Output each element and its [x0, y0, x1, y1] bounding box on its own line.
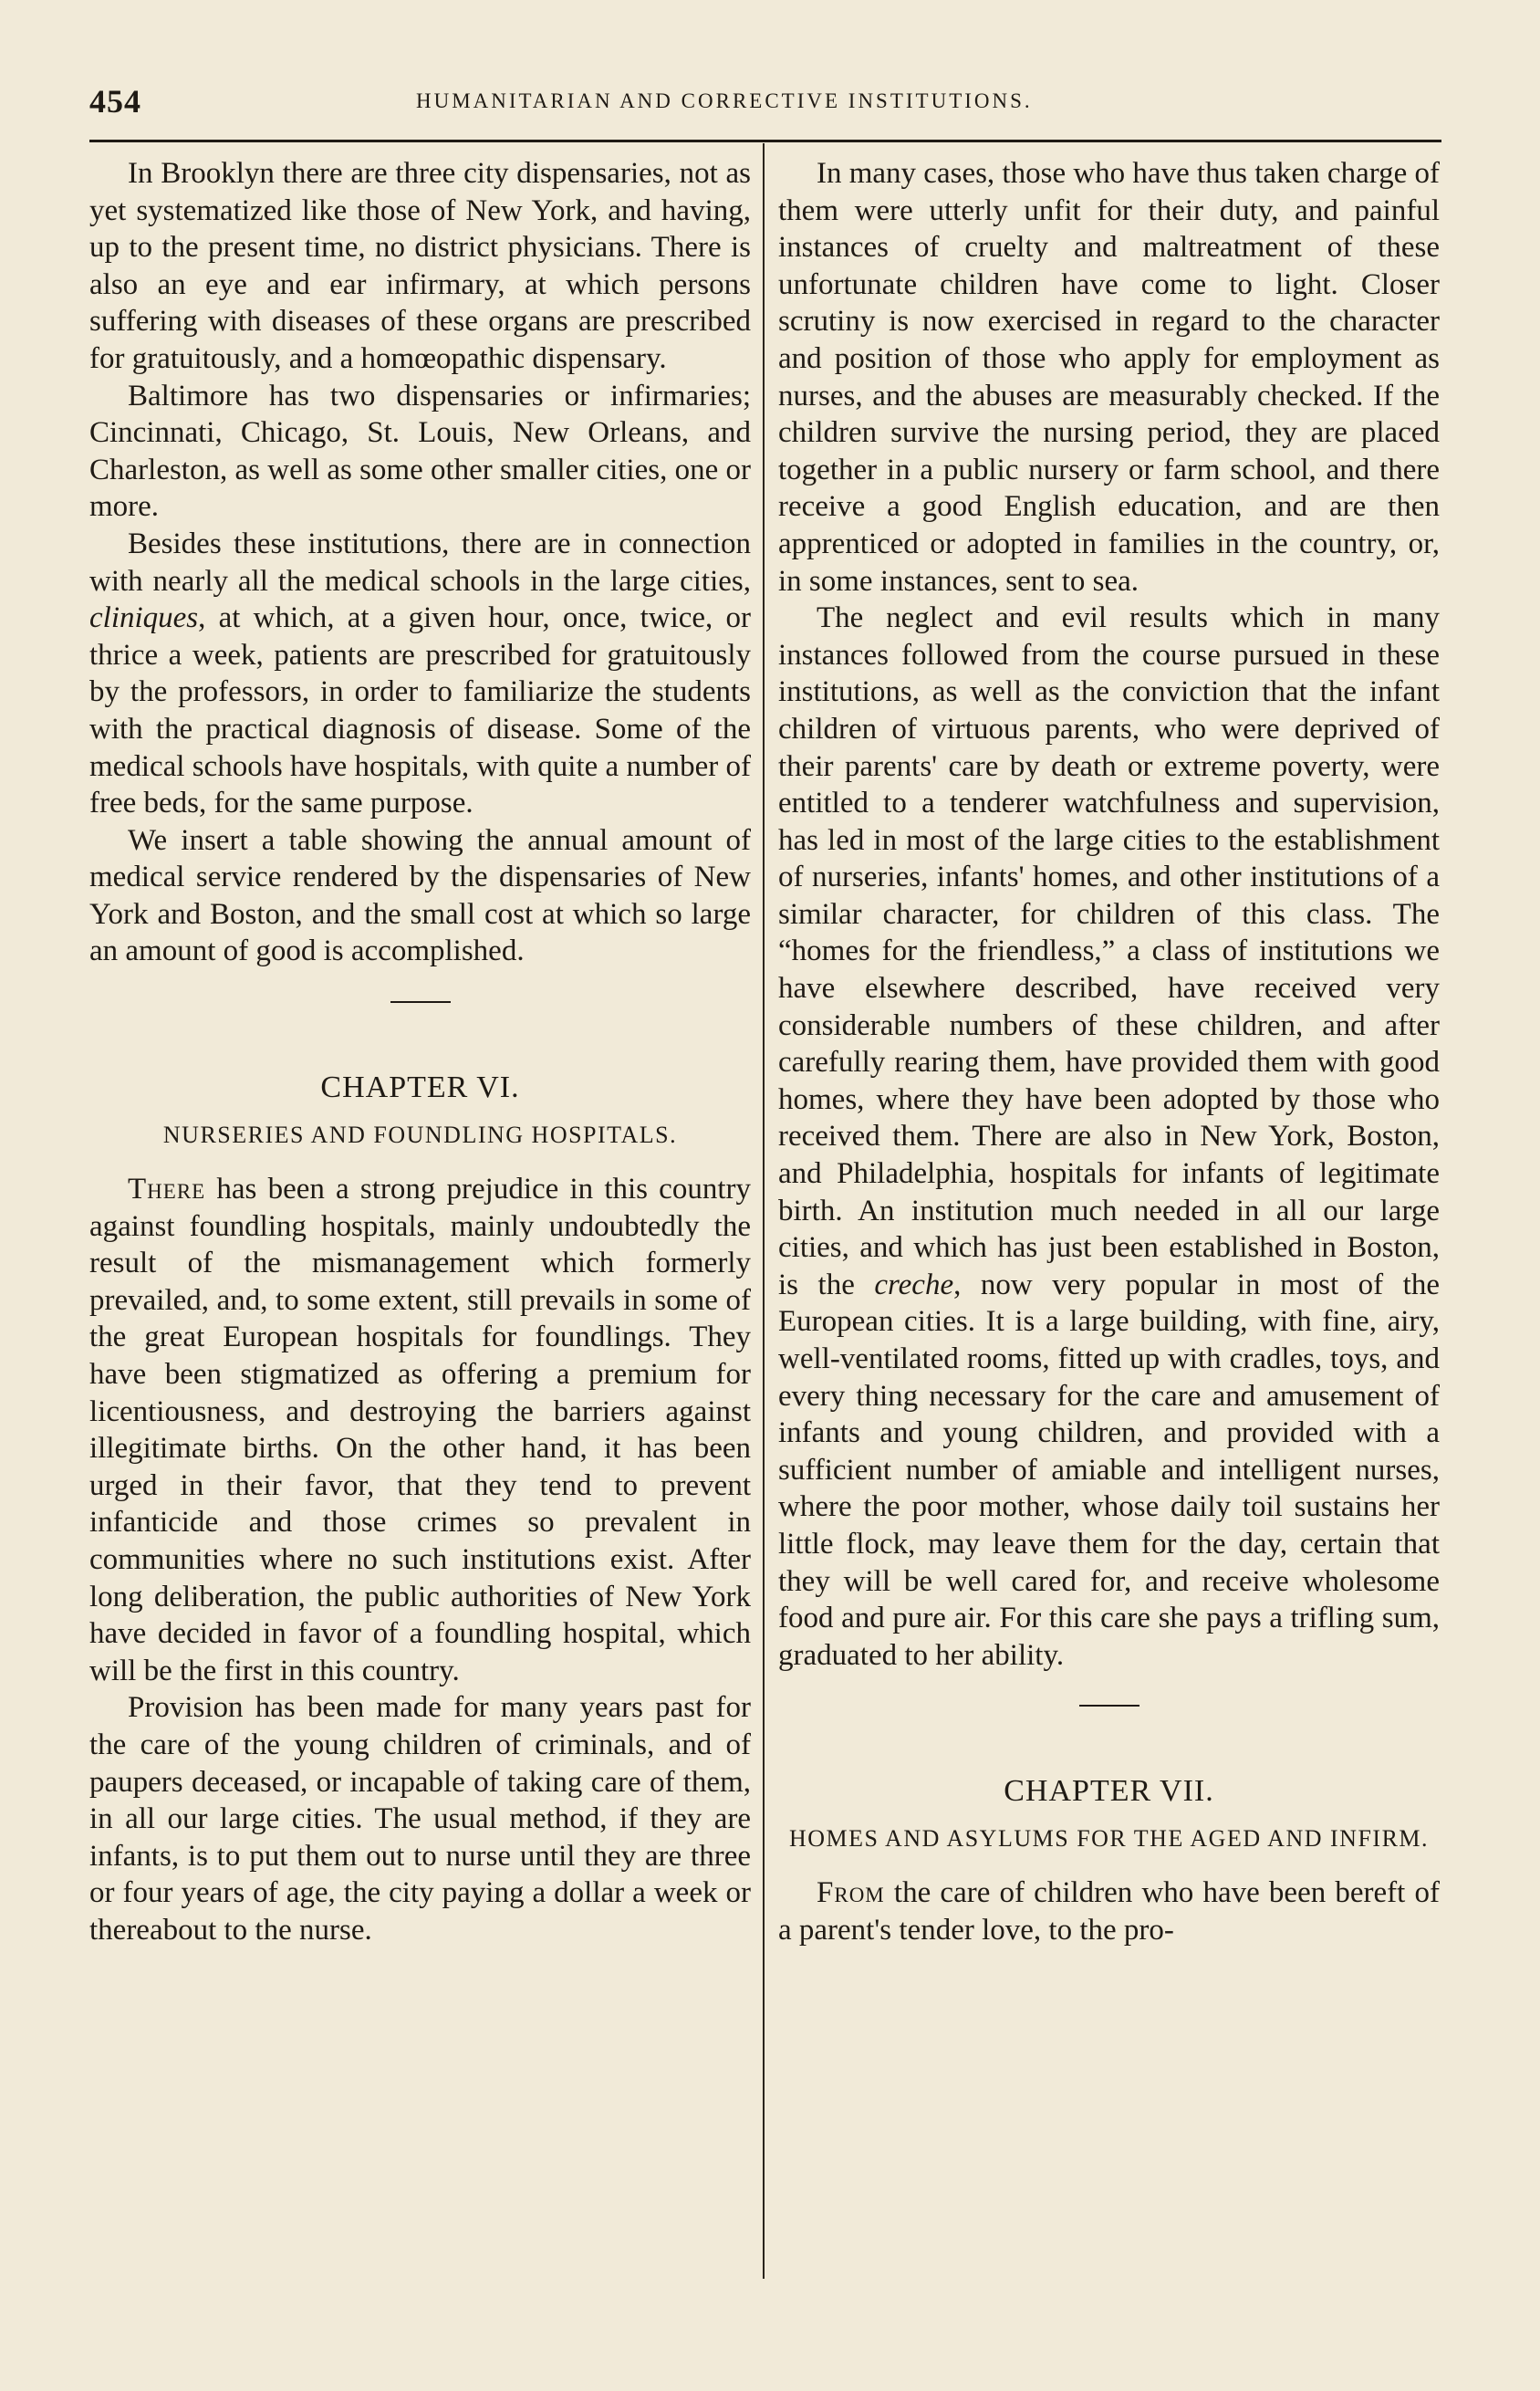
text-segment: , at which, at a given hour, once, twice, or thrice a week, patients are prescribed for gratuitously by the professors, in order to familiarize the students with the practical diagnosis of disease. Some of the medical schools have hospitals, with quite a number of free beds, for the same purpose. — [89, 601, 751, 820]
text-segment: The neglect and evil results which in many instances followed from the course pursued in these institutions, as well as the conviction that the infant children of virtuous parents, who were deprived of their parents' care by death or extreme poverty, were entitled to a tenderer watchfulness and supervision, has led in most of the large cities to the establishment of nurseries, infants' homes, and other institutions of a similar character, for children of this class. The “homes for the friendless,” a class of institutions we have elsewhere described, have received very considerable numbers of these children, and after carefully rearing them, have provided them with good homes, where they have been adopted by those who received them. There are also in New York, Boston, and Philadelphia, hospitals for infants of legitimate birth. An institution much needed in all our large cities, and which has just been established in Boston, is the — [778, 601, 1440, 1301]
running-head: HUMANITARIAN AND CORRECTIVE INSTITUTIONS. — [416, 89, 1033, 112]
chapter-subheading: NURSERIES AND FOUNDLING HOSPITALS. — [162, 1122, 678, 1149]
chapter-heading: CHAPTER VII. — [1004, 1774, 1214, 1809]
text-segment: the care of children who have been bereft of a parent's tender love, to the pro- — [778, 1876, 1440, 1947]
italic-term: cliniques — [89, 601, 199, 635]
paragraph-creche — [778, 600, 1440, 1674]
left-column — [89, 155, 751, 1949]
paragraph-cliniques — [89, 526, 751, 822]
page-header — [89, 82, 1441, 119]
section-separator — [390, 1001, 451, 1003]
paragraph-provision: Provision has been made for many years past for the care of the young children of criminals, and of paupers deceased, or incapable of taking care of them, in all our large cities. The usual method, if they are infants, is to put them out to nurse until they are three or four years of age, the city paying a dollar a week or thereabout to the nurse. — [89, 1691, 751, 1947]
column-divider — [763, 143, 765, 2279]
section-separator — [1079, 1705, 1139, 1707]
chapter-subheading: HOMES AND ASYLUMS FOR THE AGED AND INFIRM. — [788, 1825, 1430, 1853]
right-column — [778, 155, 1440, 1949]
lead-word: There — [128, 1173, 206, 1206]
paragraph-nurses: In many cases, those who have thus taken charge of them were utterly unfit for their duty, and painful instances of cruelty and maltreatment of these unfortunate children have come to light. Closer scrutiny is now exercised in regard to the character and position of those who apply for employment as nurses, and the abuses are measurably checked. If the children survive the nursing period, they are placed together in a public nursery or farm school, and there receive a good English education, and are then apprenticed or adopted in families in the country, or, in some instances, sent to sea. — [778, 157, 1441, 598]
text-segment: , now very popular in most of the European cities. It is a large building, with fine, airy, well-ventilated rooms, fitted up with cradles, toys, and every thing necessary for the care and amusement of infants and young children, and provided with a sufficient number of amiable and intelligent nurses, where the poor mother, whose daily toil sustains her little flock, may leave them for the day, certain that they will be well cared for, and receive wholesome food and pure air. For this care she pays a trifling sum, graduated to her ability. — [778, 1268, 1440, 1672]
paragraph-brooklyn: In Brooklyn there are three city dispensaries, not as yet systematized like those of New York, and having, up to the present time, no district physicians. There is also an eye and ear infirmary, at which persons suffering with diseases of these organs are prescribed for gratuitously, and a homœopathic dispensary. — [89, 157, 751, 375]
text-segment: has been a strong prejudice in this country against foundling hospitals, mainly undoubtedly the result of the mismanagement which formerly prevailed, and, to some extent, still prevails in some of the great European hospitals for foundlings. They have been stigmatized as offering a premium for licentiousness, and destroying the barriers against illegitimate births. On the other hand, it has been urged in their favor, that they tend to prevent infanticide and those crimes so prevalent in communities where no such institutions exist. After long deliberation, the public authorities of New York have decided in favor of a foundling hospital, which will be the first in this country. — [89, 1173, 751, 1687]
paragraph-aged — [778, 1874, 1440, 1948]
text-segment: Besides these institutions, there are in connection with nearly all the medical schools in the large cities, — [89, 527, 751, 598]
header-rule — [89, 140, 1441, 142]
lead-word: From — [817, 1876, 885, 1910]
paragraph-baltimore: Baltimore has two dispensaries or infirmaries; Cincinnati, Chicago, St. Louis, New Orleans, and Charleston, as well as some other smaller cities, one or more. — [89, 379, 751, 524]
paragraph-foundling-prejudice — [89, 1171, 751, 1689]
page-number: 454 — [89, 83, 141, 120]
chapter-heading: CHAPTER VI. — [320, 1070, 520, 1105]
italic-term: creche — [874, 1268, 954, 1301]
paragraph-table-note: We insert a table showing the annual amount of medical service rendered by the dispensaries of New York and Boston, and the small cost at which so large an amount of good is accomplished. — [89, 823, 751, 968]
